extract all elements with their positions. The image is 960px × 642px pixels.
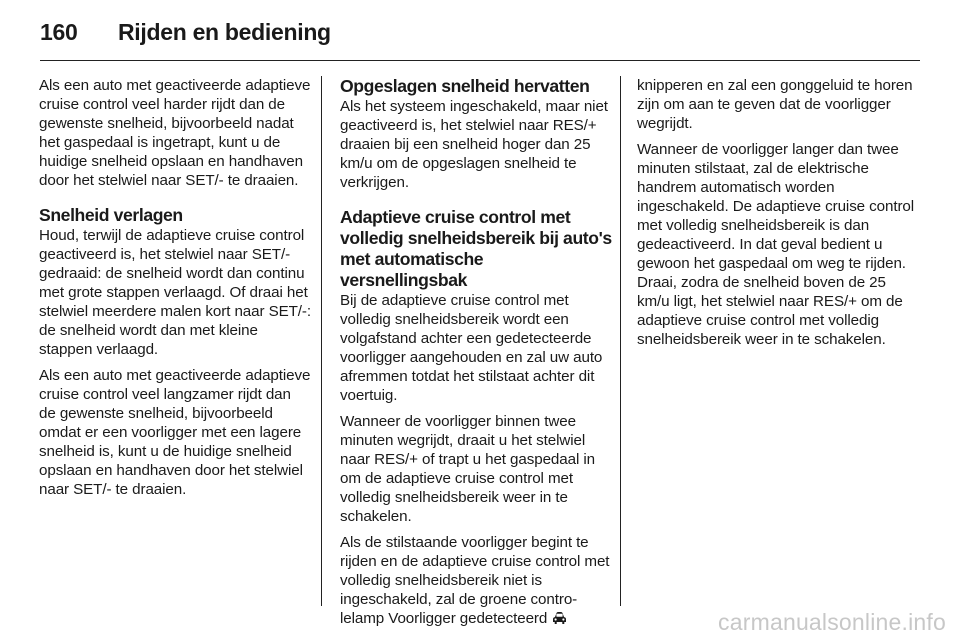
paragraph-control-lamp-text: Als de stilstaande voorligger begint te rijden en de adaptieve cruise control met volledig snelheidsbereik niet is ingeschakeld, zal de groene controlelamp Voorligger gedetecteerd: [340, 534, 610, 627]
paragraph-control-lamp: [340, 533, 612, 630]
header-rule: [40, 60, 920, 61]
section-heading-full-speed-range: Adaptieve cruise control met volledig snelheidsbereik bij auto's met automatische versnellingsbak: [340, 207, 612, 290]
paragraph-reduce-speed: Houd, terwijl de adaptieve cruise control geactiveerd is, het stelwiel naar SET/- gedraaid: de snelheid wordt dan continu met grote stappen verlaagd. Of draai het stelwiel meerdere malen kort naar SET/-: de snelheid wordt dan met kleine stappen verlaagd.: [39, 227, 312, 358]
watermark: carmanualsonline.info: [718, 609, 946, 635]
page-number: 160: [40, 18, 78, 45]
section-heading-reduce-speed: Snelheid verlagen: [39, 205, 183, 225]
vehicle-ahead-icon: [552, 611, 567, 630]
paragraph-lamp-flashes: knipperen en zal een gonggeluid te horen zijn om aan te geven dat de voorligger wegrijdt.: [637, 77, 913, 132]
paragraph-slower-than-set-speed: Als een auto met geactiveerde adaptieve cruise control veel langzamer rijdt dan de gewenste snelheid, bijvoorbeeld omdat er een voorligger met een lagere snelheid is, kunt u de huidige snelheid opslaan en handhaven door het stelwiel naar SET/- te draaien.: [39, 367, 311, 498]
paragraph-faster-than-set-speed: Als een auto met geactiveerde adaptieve cruise control veel harder rijdt dan de gewenste snelheid, bijvoorbeeld nadat het gaspedaal is ingetrapt, kunt u de huidige snelheid opslaan en handhaven door het stelwiel naar SET/- te draaien.: [39, 77, 311, 189]
section-heading-resume-speed: Opgeslagen snelheid hervatten: [340, 76, 590, 96]
text-column-2: [340, 76, 612, 637]
paragraph-resume-speed: Als het systeem ingeschakeld, maar niet geactiveerd is, het stelwiel naar RES/+ draaien bij een snelheid hoger dan 25 km/u om de opgeslagen snelheid te verkrijgen.: [340, 98, 608, 191]
page-title: Rijden en bediening: [118, 18, 331, 45]
page-header: [40, 14, 331, 50]
text-column-3: [637, 76, 918, 356]
column-divider-left: [321, 76, 322, 606]
text-column-1: [39, 76, 311, 506]
paragraph-full-speed-range-intro: Bij de adaptieve cruise control met volledig snelheidsbereik wordt een volgafstand achter een gedetecteerde voorligger aangehouden en zal uw auto afremmen totdat het stilstaat achter dit voertuig.: [340, 292, 603, 404]
paragraph-electric-parking-brake: Wanneer de voorligger langer dan twee minuten stilstaat, zal de elektrische handrem automatisch worden ingeschakeld. De adaptieve cruise control met volledig snelheidsbereik is dan gedeactiveerd. In dat geval bedient u gewoon het gaspedaal om weg te rijden. Draai, zodra de snelheid boven de 25 km/u ligt, het stelwiel naar RES/+ om de adaptieve cruise control met volledig snelheidsbereik weer in te schakelen.: [637, 141, 915, 348]
paragraph-lead-vehicle-departs: Wanneer de voorligger binnen twee minuten wegrijdt, draait u het stelwiel naar RES/+ of trapt u het gaspedaal in om de adaptieve cruise control met volledig snelheidsbereik weer in te schakelen.: [340, 413, 595, 525]
column-divider-right: [620, 76, 621, 606]
